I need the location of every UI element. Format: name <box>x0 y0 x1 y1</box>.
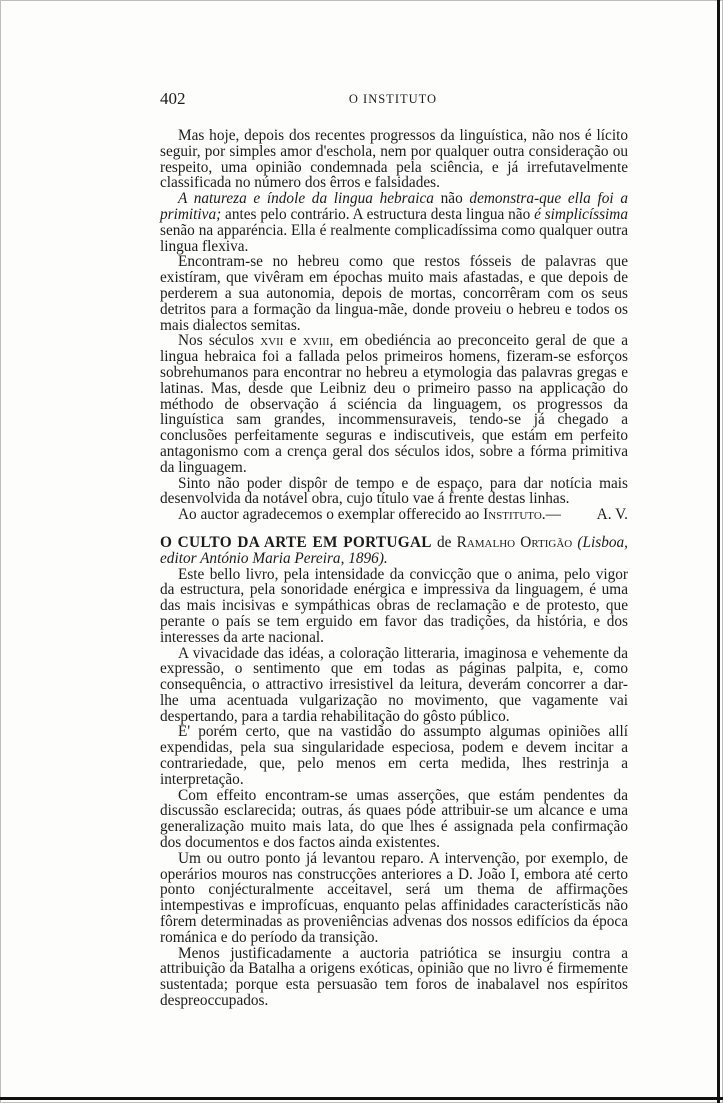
paragraph: A natureza e índole da lingua hebraica não demonstra-que ella foi a primitiva; antes pelo contrário. A estructura desta lingua não é simplicíssima senão na apparéncia. Ella é realmente complicadíssima como qualquer outra lingua flexiva. <box>160 190 629 255</box>
book-author: Ramalho Ortigão <box>456 533 573 551</box>
page-number: 402 <box>160 89 186 108</box>
paragraph: Menos justificadamente a auctoria patriótica se insurgiu contra a attribuição da Batalha a origens exóticas, opinião que no livro é firmemente sustentada; porque esta persuasão tem foros de inabalavel nos espíritos despreoccupados. <box>160 944 628 1010</box>
page-header <box>160 89 626 111</box>
paragraph: Um ou outro ponto já levantou reparo. A intervenção, por exemplo, de operários mouros nas construcções anteriores a D. João I, embora até certo ponto conjécturalmente acceitavel, será um thema de affirmações intempestivas e improfícuas, enquanto pelas affinidades característicăs não fôrem determinadas as proveniências advenas dos nossos edifícios da época románica e do período da transição. <box>160 849 628 946</box>
paragraph: Encontram-se no hebreu como que restos fósseis de palavras que existíram, que vivêram em épochas muito mais afastadas, e que depois de perderem a sua autonomia, depois de mortas, concorrêram com os seus detritos para a formação da lingua-mãe, donde proveiu o hebreu e todos os mais dialectos semitas. <box>160 253 628 334</box>
paragraph: A vivacidade das idéas, a coloração litteraria, imaginosa e vehemente da expressão, o sentimento que em todas as páginas palpita, e, como consequência, o attractivo irresistivel da leitura, deverám concorrer a dar-lhe uma acentuada vulgarização no movimento, que vagamente vai despertando, para a tardia rehabilitação do gôsto público. <box>160 644 628 725</box>
paragraph: Com effeito encontram-se umas asserções, que estám pendentes da discussão esclarecida; outras, ás quaes póde attribuir-se um alcance e uma generalização muito mais lata, do que lhes é assignada pela confirmação dos documentos e dos factos ainda existentes. <box>160 786 628 852</box>
book-publication: (Lisboa, editor António Maria Pereira, 1896). <box>160 533 628 567</box>
paragraph: E' porém certo, que na vastidão do assumpto algumas opiniões allí expendidas, pela sua singularidade especiosa, podem e devem incitar a contrariedade, que, pelo menos em certa medida, lhes restrinja a interpretação. <box>160 723 628 788</box>
review-heading: O CULTO DA ARTE EM PORTUGAL de Ramalho Ortigão (Lisboa, editor António Maria Pereira, 1896). <box>160 533 628 567</box>
signature: A. V. <box>596 506 628 524</box>
paragraph: Mas hoje, depois dos recentes progressos da linguística, não nos é lícito seguir, por simples amor d'eschola, nem por qualquer outra consideração ou respeito, uma opinião condemnada pela sciência, e já irrefutavelmente classificada no número dos êrros e falsidades. <box>160 127 628 192</box>
scan-border-right <box>717 0 720 1103</box>
paragraph: Ao auctor agradecemos o exemplar offerecido ao Instituto.— A. V. <box>178 506 628 524</box>
page-body <box>160 128 628 1009</box>
book-title: O CULTO DA ARTE EM PORTUGAL <box>160 533 432 551</box>
paragraph: Sinto não poder dispôr de tempo e de espaço, para dar notícia mais desenvolvida da notável obra, cujo título vae á frente destas linhas. <box>160 474 628 508</box>
paragraph: Nos séculos xvii e xviii, em obediéncia ao preconceito geral de que a lingua hebraica foi a fallada pelos primeiros homens, fizeram-se esforços sobrehumanos para encontrar no hebreu a etymologia das palavras gregas e latinas. Mas, desde que Leibniz deu o primeiro passo na applicação do méthodo de observação á sciéncia da linguagem, os progressos da linguística sam grandes, incommensuraveis, tendo-se já chegado a conclusões perfeitamente seguras e indiscutiveis, que estám em perfeito antagonismo com a crença geral dos séculos idos, sobre a fórma primitiva da linguagem. <box>160 332 628 476</box>
running-head: O INSTITUTO <box>348 92 438 106</box>
scan-border-bottom <box>0 1097 723 1100</box>
paragraph: Este bello livro, pela intensidade da convicção que o anima, pelo vigor da estructura, pela sonoridade enérgica e impressiva da linguagem, é uma das mais incisivas e sympáthicas obras de reclamação e de protesto, que perante o país se tem erguido em favor das tradições, da história, e dos interesses da arte nacional. <box>160 565 628 646</box>
